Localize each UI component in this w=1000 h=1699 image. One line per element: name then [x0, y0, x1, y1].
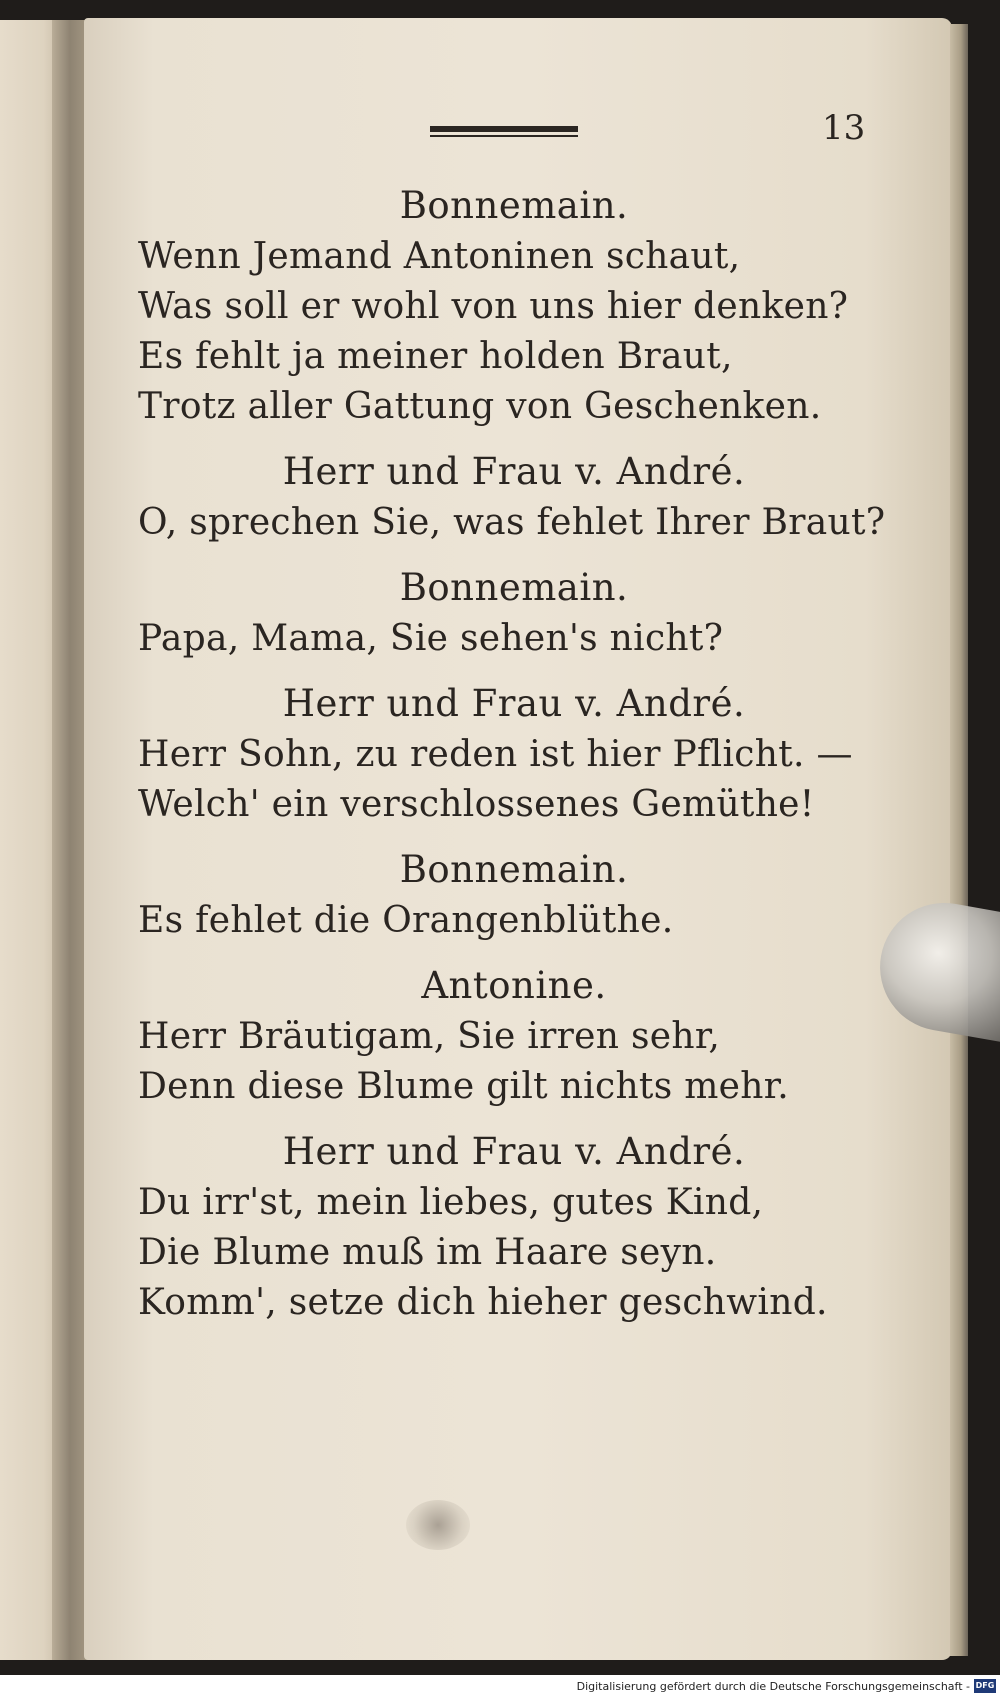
- page-number: 13: [822, 108, 866, 148]
- ink-smudge: [406, 1500, 470, 1550]
- verse-line: Herr Bräutigam, Sie irren sehr,: [138, 1016, 721, 1057]
- header-rule-thick: [430, 126, 578, 132]
- header-rule: [430, 126, 578, 140]
- speaker-name: Bonnemain.: [399, 848, 629, 891]
- verse-line: Komm', setze dich hieher geschwind.: [138, 1282, 828, 1323]
- speaker-name: Herr und Frau v. André.: [282, 682, 746, 725]
- verse-line: O, sprechen Sie, was fehlet Ihrer Braut?: [138, 502, 886, 543]
- page-edge: [950, 24, 968, 1656]
- header-rule-thin: [430, 135, 578, 137]
- play-text: [138, 180, 890, 1328]
- speaker-name: Bonnemain.: [399, 566, 629, 609]
- verse-line: Papa, Mama, Sie sehen's nicht?: [138, 618, 724, 659]
- speaker-name: Bonnemain.: [399, 184, 629, 227]
- verse-line: Du irr'st, mein liebes, gutes Kind,: [138, 1182, 764, 1223]
- dfg-logo: DFG: [974, 1679, 996, 1693]
- verse-line: Es fehlt ja meiner holden Braut,: [138, 336, 733, 377]
- verse-line: Die Blume muß im Haare seyn.: [138, 1232, 717, 1273]
- verse-line: Wenn Jemand Antoninen schaut,: [138, 236, 741, 277]
- verse-line: Was soll er wohl von uns hier denken?: [138, 286, 849, 327]
- verse-line: Herr Sohn, zu reden ist hier Pflicht. —: [138, 734, 853, 775]
- footer-credit: Digitalisierung gefördert durch die Deutsche Forschungsgemeinschaft -: [576, 1680, 970, 1693]
- speaker-name: Herr und Frau v. André.: [282, 450, 746, 493]
- verse-line: Denn diese Blume gilt nichts mehr.: [138, 1066, 790, 1107]
- digitization-footer: [0, 1675, 1000, 1699]
- verse-line: Es fehlet die Orangenblüthe.: [138, 900, 674, 941]
- verse-line: Trotz aller Gattung von Geschenken.: [138, 386, 822, 427]
- speaker-name: Herr und Frau v. André.: [282, 1130, 746, 1173]
- speaker-name: Antonine.: [421, 964, 607, 1007]
- verse-line: Welch' ein verschlossenes Gemüthe!: [138, 784, 815, 825]
